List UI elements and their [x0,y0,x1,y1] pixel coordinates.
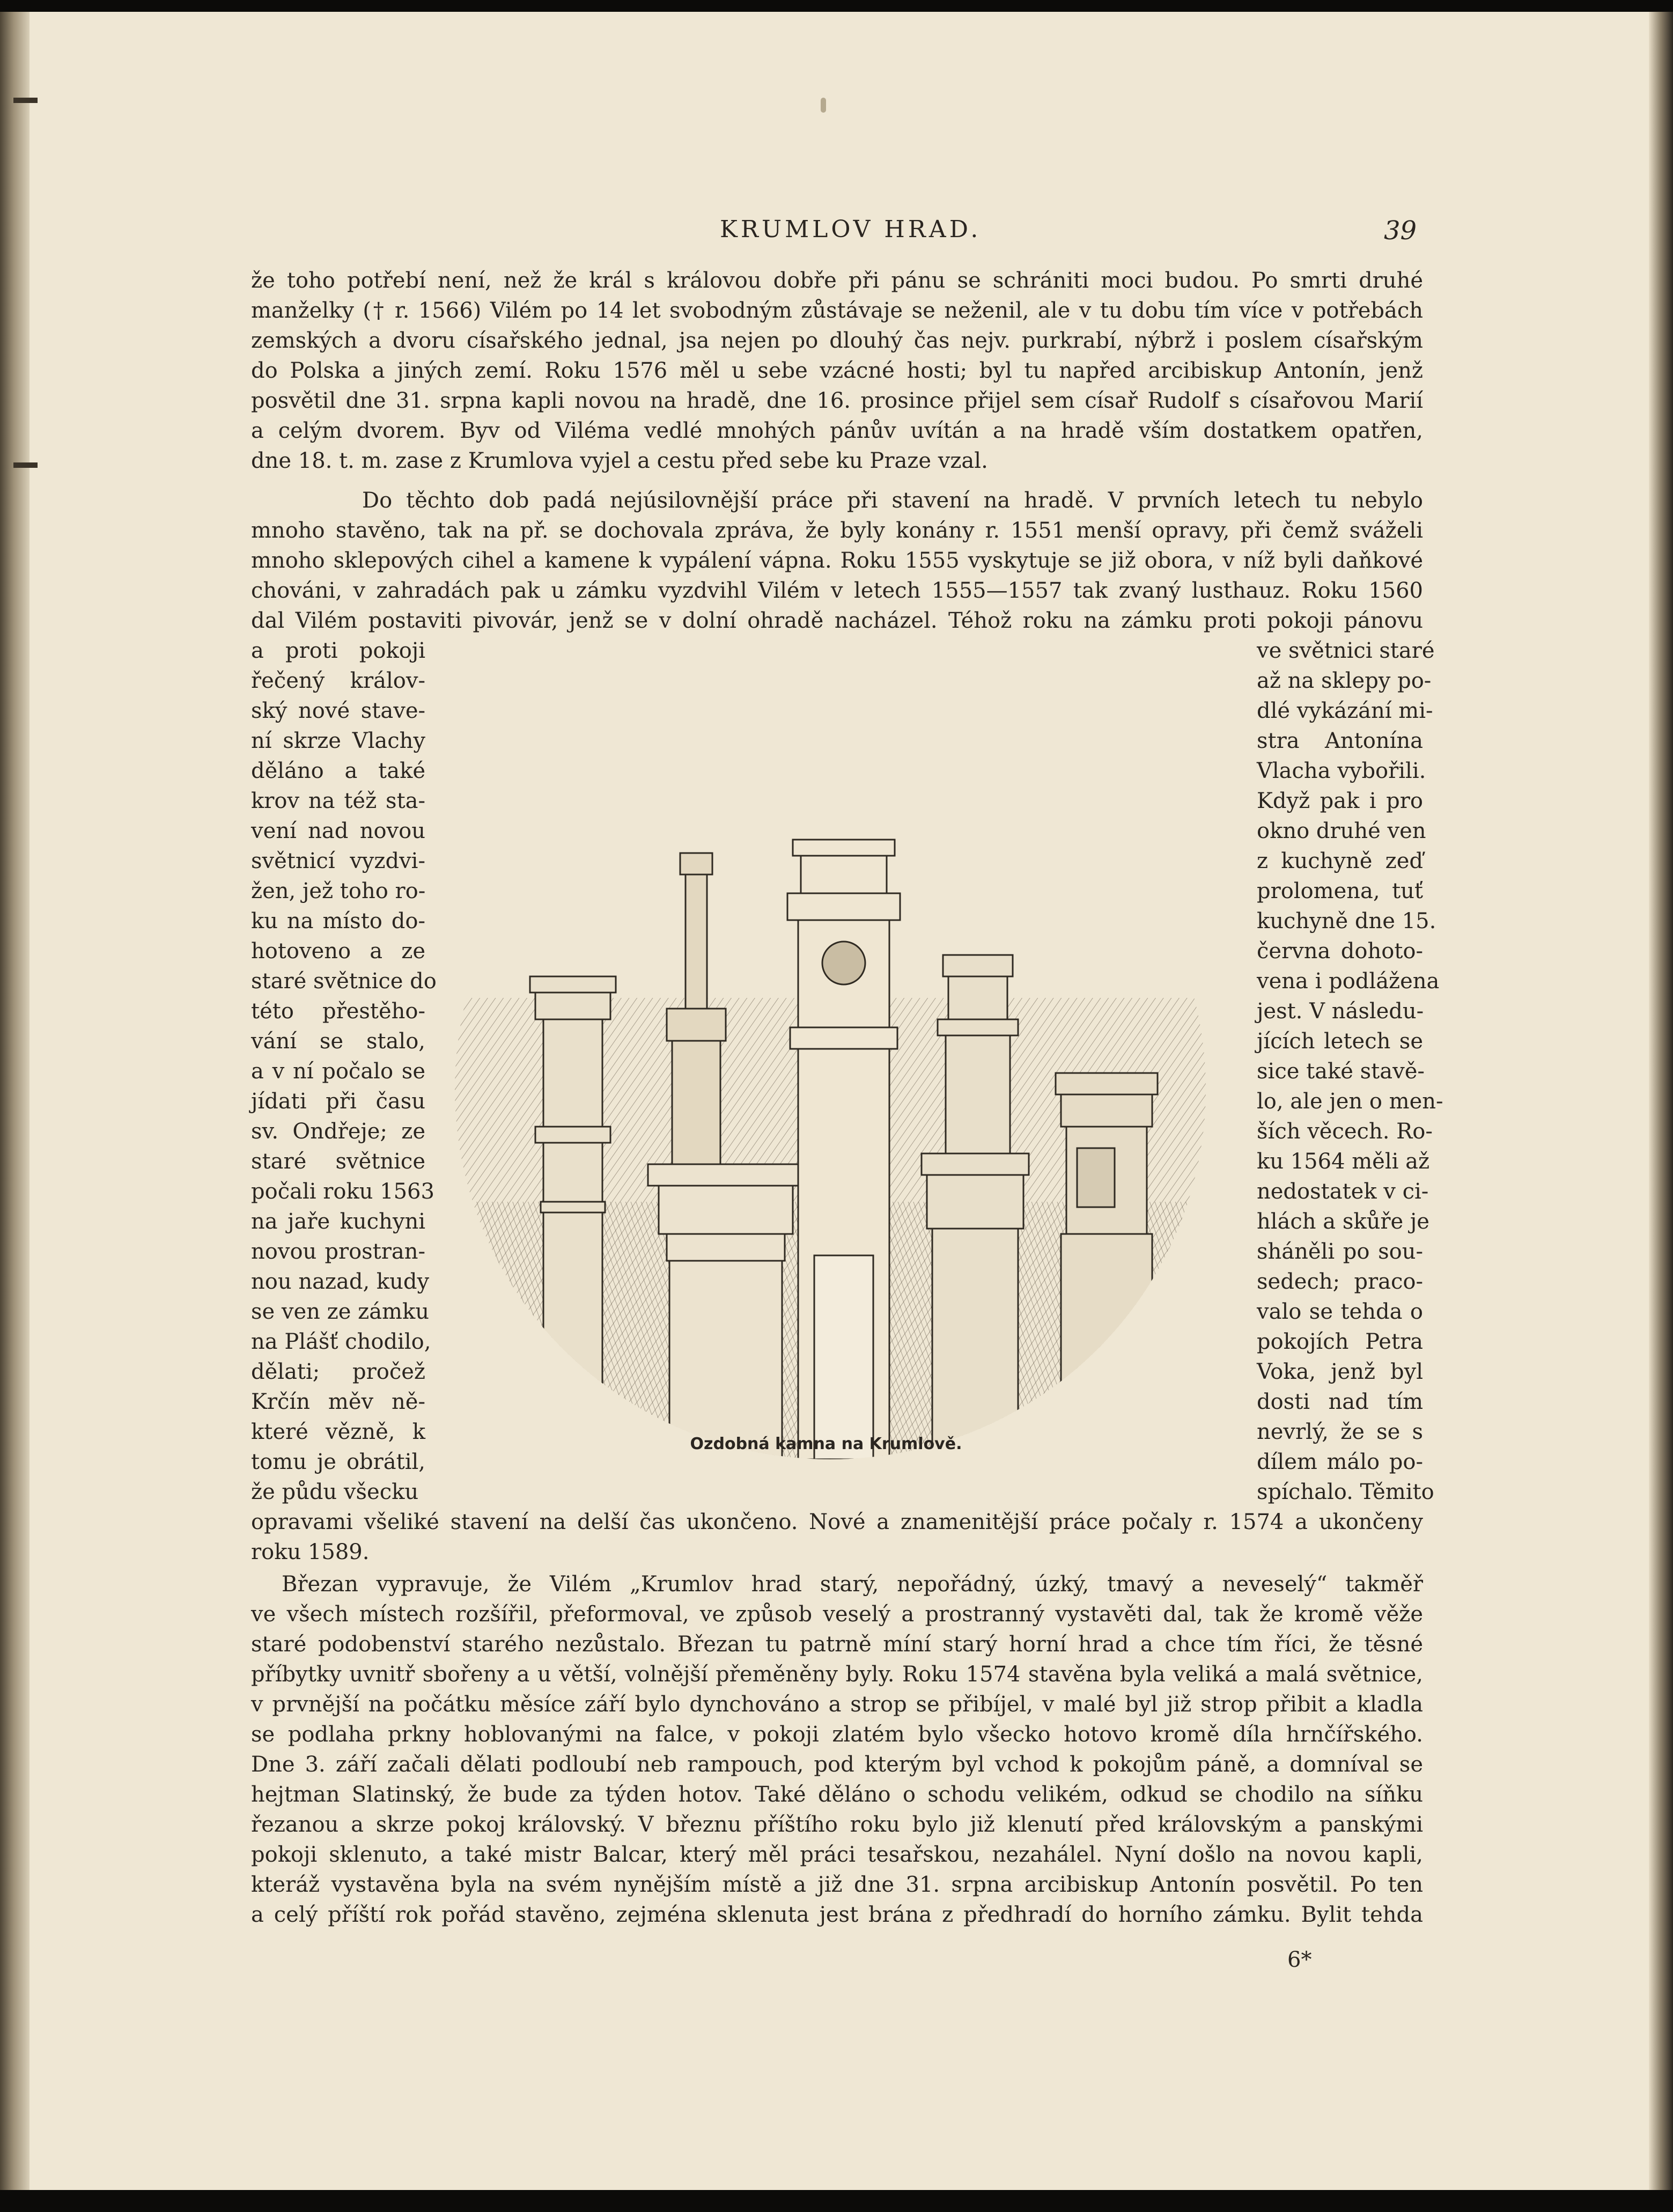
text-line: opravami všeliké stavení na delší čas ukončeno. Nové a znamenitější práce počaly r. 1574 a ukončeny [251,1510,1423,1534]
text-line: na Plášť chodilo, [251,1329,431,1354]
text-line: ve všech místech rozšířil, přeformoval, ve způsob veselý a prostranný vystavěti dal, tak že kromě věže [251,1602,1423,1627]
text-line: Když pak i pro [1257,789,1423,813]
text-line: řezanou a skrze pokoj královský. V březnu příštího roku bylo již klenutí před královským a panskými [251,1812,1423,1837]
text-line: do Polska a jiných zemí. Roku 1576 měl u sebe vzácné hosti; byl tu napřed arcibiskup Antonín, jenž [251,358,1423,383]
text-line: vena i podlážena [1257,969,1440,994]
text-line: hejtman Slatinský, že bude za týden hotov. Také děláno o schodu velikém, odkud se chodilo na síňku [251,1782,1423,1807]
text-line: prolomena, tuť [1257,879,1423,903]
text-line: vání se stalo, [251,1029,425,1054]
text-line: sice také stavě- [1257,1059,1425,1084]
text-line: ku na místo do- [251,909,425,934]
text-line: a celým dvorem. Byv od Viléma vedlé mnohých pánův uvítán a na hradě vším dostatkem opatřen, [251,418,1423,443]
text-line: nevrlý, že se s [1257,1420,1423,1444]
text-line: a proti pokoji [251,638,425,663]
text-line: tomu je obrátil, [251,1450,425,1474]
text-line: mnoho stavěno, tak na př. se dochovala zpráva, že byly konány r. 1551 menší opravy, při čemž sváželi [251,518,1423,543]
book-page [0,12,1673,2190]
text-line: staré podobenství starého nezůstalo. Březan tu patrně míní starý horní hrad a chce tím říci, že těsné [251,1632,1423,1657]
text-line: valo se tehda o [1257,1299,1423,1324]
text-line: děláno a také [251,759,425,783]
stove-tower [787,840,900,1459]
text-line: jících letech se [1257,1029,1423,1054]
text-line: staré světnice [251,1149,425,1174]
text-line: této přestěho- [251,999,425,1024]
text-line: hotoveno a ze [251,939,425,964]
text-line: ších věcech. Ro- [1257,1119,1433,1144]
stove-right-centre [922,955,1029,1459]
text-line: z kuchyně zeď [1257,849,1423,873]
text-line: dlé vykázání mi- [1257,699,1433,723]
text-line: kuchyně dne 15. [1257,909,1436,934]
text-line: řečený králov- [251,668,425,693]
text-line: že toho potřebí není, než že král s královou dobře při pánu se schrániti moci budou. Po smrti druhé [251,268,1423,293]
text-line: kteráž vystavěna byla na svém nynějším místě a již dne 31. srpna arcibiskup Antonín posvětil. Po ten [251,1872,1423,1897]
text-line: v prvnější na počátku měsíce září bylo dynchováno a strop se přibíjel, v malé byl již strop přibit a kladla [251,1692,1423,1717]
figure-caption: Ozdobná kamna na Krumlově. [690,1435,962,1453]
page-number: 39 [1384,216,1417,246]
text-line: Voka, jenž byl [1257,1359,1423,1384]
text-line: sv. Ondřeje; ze [251,1119,425,1144]
text-line: staré světnice do [251,969,437,994]
stoves-drawing [455,719,1206,1459]
text-line: mnoho sklepových cihel a kamene k vypálení vápna. Roku 1555 vyskytuje se již obora, v níž byli daňkové [251,548,1423,573]
binding-mark [13,462,38,468]
text-line: počali roku 1563 [251,1179,434,1204]
text-line: Krčín měv ně- [251,1390,425,1414]
text-line: dosti nad tím [1257,1390,1423,1414]
text-line: příbytky uvnitř sbořeny a u větší, volnější přeměněny byly. Roku 1574 stavěna byla veliká a malá světnice, [251,1662,1423,1687]
text-line: sháněli po sou- [1257,1239,1423,1264]
text-line: ní skrze Vlachy [251,729,425,753]
ink-spot [821,98,826,113]
text-line: které vězně, k [251,1420,425,1444]
signature-mark: 6* [1287,1948,1312,1972]
text-line: června dohoto- [1257,939,1423,964]
text-line: hlách a skůře je [1257,1209,1429,1234]
text-line: stra Antonína [1257,729,1423,753]
text-line: a celý příští rok pořád stavěno, zejména sklenuta jest brána z předhradí do horního zámku. Bylit tehda [251,1902,1423,1927]
text-line: dělati; pročež [251,1359,425,1384]
text-line: Dne 3. září začali dělati podloubí neb rampouch, pod kterým byl vchod k pokojům páně, a domníval se [251,1752,1423,1777]
text-line: sedech; praco- [1257,1269,1423,1294]
stoves-illustration [455,719,1206,1459]
text-line: nedostatek v ci- [1257,1179,1429,1204]
text-line: roku 1589. [251,1540,370,1564]
page-title: KRUMLOV HRAD. [720,216,982,243]
text-line: zemských a dvoru císařského jednal, jsa nejen po dlouhý čas nejv. purkrabí, nýbrž i poslem císařským [251,328,1423,353]
text-line: dne 18. t. m. zase z Krumlova vyjel a cestu před sebe ku Praze vzal. [251,449,988,473]
text-line: na jaře kuchyni [251,1209,425,1234]
stove-left [530,976,616,1406]
binding-mark [13,98,38,103]
text-line: ve světnici staré [1257,638,1435,663]
text-line: dal Vilém postaviti pivovár, jenž se v dolní ohradě nacházel. Téhož roku na zámku proti pokoji pánovu [251,608,1423,633]
binding-edge [0,12,30,2190]
text-line: jest. V následu- [1257,999,1424,1024]
text-line: okno druhé ven [1257,819,1426,843]
text-line: pokoji sklenuto, a také mistr Balcar, který měl práci tesařskou, nezahálel. Nyní došlo na novou kapli, [251,1842,1423,1867]
text-line: Březan vypravuje, že Vilém „Krumlov hrad starý, nepořádný, úzký, tmavý a neveselý“ takměř [282,1572,1423,1597]
text-line: světnicí vyzdvi- [251,849,425,873]
text-line: krov na též sta- [251,789,425,813]
text-line: ský nové stave- [251,699,425,723]
text-line: ku 1564 měli až [1257,1149,1430,1174]
text-line: posvětil dne 31. srpna kapli novou na hradě, dne 16. prosince přijel sem císař Rudolf s císařovou Marií [251,388,1423,413]
text-line: spíchalo. Těmito [1257,1480,1434,1504]
page-edge [1649,12,1673,2190]
stove-right [1056,1073,1158,1459]
text-line: lo, ale jen o men- [1257,1089,1443,1114]
text-line: nou nazad, kudy [251,1269,430,1294]
text-line: novou prostran- [251,1239,425,1264]
text-line: manželky († r. 1566) Vilém po 14 let svobodným zůstávaje se neženil, ale v tu dobu tím více v potřebách [251,298,1423,323]
text-line: jídati při času [251,1089,425,1114]
text-line: pokojích Petra [1257,1329,1423,1354]
text-line: Vlacha vybořili. [1257,759,1426,783]
text-line: a v ní počalo se [251,1059,425,1084]
text-line: že půdu všecku [251,1480,419,1504]
text-line: se ven ze zámku [251,1299,429,1324]
text-line: vení nad novou [251,819,425,843]
text-line: chováni, v zahradách pak u zámku vyzdvihl Vilém v letech 1555—1557 tak zvaný lusthauz. Roku 1560 [251,578,1423,603]
text-line: žen, jež toho ro- [251,879,426,903]
text-line: dílem málo po- [1257,1450,1423,1474]
text-line: Do těchto dob padá nejúsilovnější práce při stavení na hradě. V prvních letech tu nebylo [362,488,1423,513]
text-line: až na sklepy po- [1257,668,1432,693]
stove-center-back [648,1164,804,1459]
text-line: se podlaha prkny hoblovanými na falce, v pokoji zlatém bylo všecko hotovo kromě díla hrnčířského. [251,1722,1423,1747]
